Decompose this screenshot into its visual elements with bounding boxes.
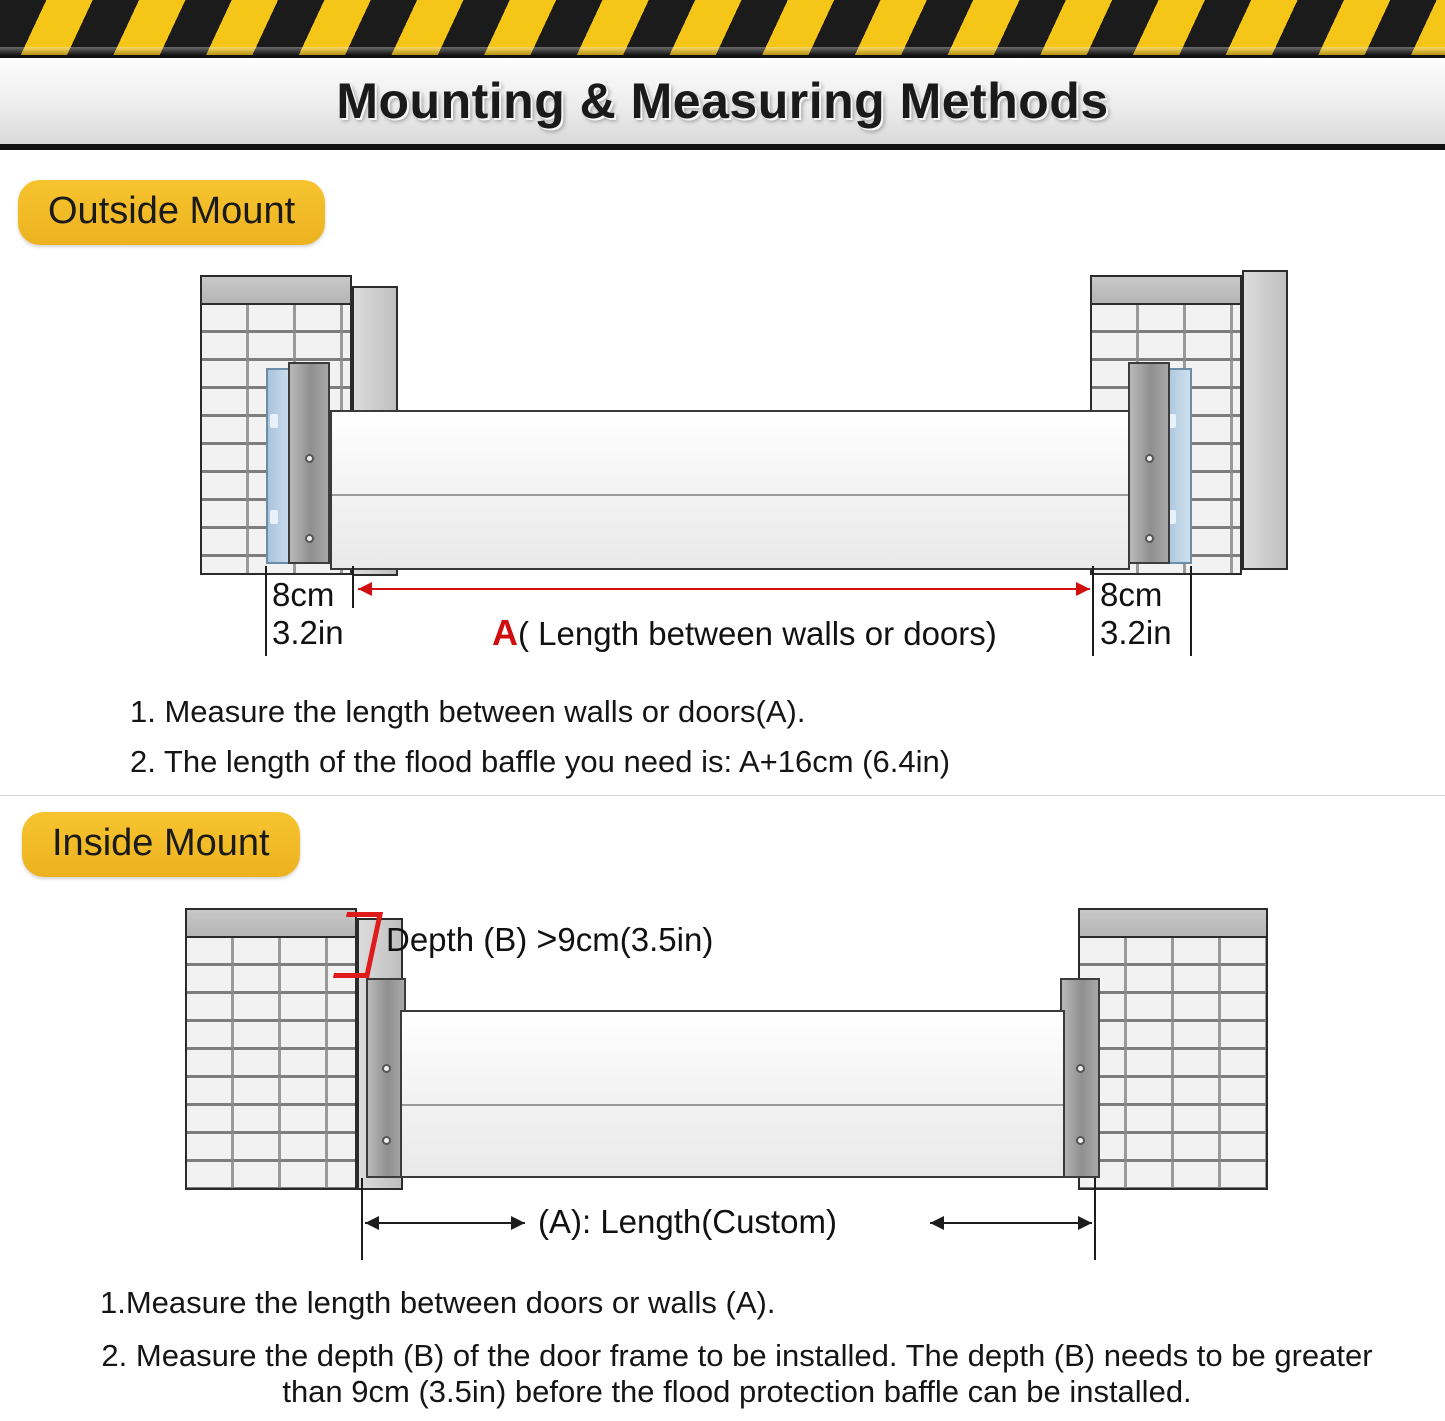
span-label-inside: (A): Length(Custom)	[538, 1203, 837, 1240]
hazard-stripe-banner	[0, 0, 1445, 58]
dimension-tick-left	[265, 566, 267, 656]
span-text: ( Length between walls or doors)	[518, 615, 997, 652]
mounting-bracket-left	[288, 362, 330, 564]
dimension-tick-center-right	[1092, 566, 1094, 656]
pillar-brick-face	[1078, 936, 1268, 1190]
mounting-bracket-right	[1128, 362, 1170, 564]
left-offset-cm-label: 8cm	[272, 576, 335, 613]
panel-seam	[332, 494, 1128, 496]
page-title: Mounting & Measuring Methods	[336, 73, 1109, 129]
inside-note-2: 2. Measure the depth (B) of the door frame to be installed. The depth (B) needs to be greater than 9cm (3.5in) before the flood protection baffle can be installed.	[101, 1338, 1373, 1409]
pillar-side-face	[1242, 270, 1288, 570]
pillar-cap	[1078, 908, 1268, 938]
flood-baffle-panel-inside	[400, 1010, 1065, 1178]
title-band	[0, 58, 1445, 150]
depth-requirement-label	[386, 918, 713, 960]
outside-note-2: 2. The length of the flood baffle you need is: A+16cm (6.4in)	[130, 744, 951, 779]
section-divider	[0, 795, 1445, 796]
panel-seam	[402, 1104, 1063, 1106]
span-symbol-A: A	[492, 612, 518, 653]
brick-pillar-right-outside-return	[1242, 270, 1288, 570]
mounting-bracket-right-inside	[1060, 978, 1100, 1178]
dimension-tick-right-inside	[1094, 1178, 1096, 1260]
span-arrow-inside-left	[365, 1222, 525, 1224]
dimension-tick-right	[1190, 566, 1192, 656]
pillar-cap	[1090, 275, 1242, 305]
greater-than-symbol: >	[536, 918, 558, 959]
right-offset-in-label: 3.2in	[1100, 614, 1172, 651]
brick-pillar-right-inside	[1078, 908, 1268, 1190]
depth-label-text: Depth (B)	[386, 921, 528, 958]
section-badge-outside-mount: Outside Mount	[18, 180, 325, 245]
span-label-outside	[492, 612, 997, 654]
pillar-cap	[200, 275, 352, 305]
section-badge-inside-mount: Inside Mount	[22, 812, 300, 877]
left-offset-in-label: 3.2in	[272, 614, 344, 651]
pillar-brick-face	[185, 936, 357, 1190]
depth-value: 9cm(3.5in)	[557, 921, 714, 958]
dimension-tick-center-left	[352, 566, 354, 608]
right-offset-cm-label: 8cm	[1100, 576, 1163, 613]
flood-baffle-panel-outside	[330, 410, 1130, 570]
span-arrow-outside	[358, 588, 1090, 590]
dimension-tick-left-inside	[361, 1178, 363, 1260]
outside-note-1: 1. Measure the length between walls or doors(A).	[130, 694, 806, 729]
span-arrow-inside-right	[930, 1222, 1092, 1224]
pillar-cap	[185, 908, 357, 938]
brick-pillar-left-inside	[185, 908, 357, 1190]
inside-note-1: 1.Measure the length between doors or walls (A).	[100, 1285, 776, 1320]
